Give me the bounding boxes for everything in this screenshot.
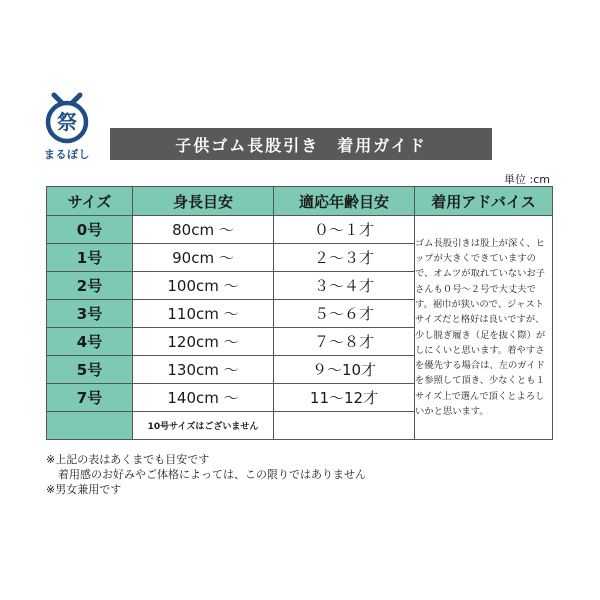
- header-size: サイズ: [47, 187, 133, 216]
- brand-logo: [36, 92, 98, 170]
- age-cell: ９〜10才: [274, 356, 415, 384]
- size-cell: 5号: [47, 356, 133, 384]
- size-cell: 3号: [47, 300, 133, 328]
- festival-emblem-icon: [42, 92, 92, 144]
- table-header-row: [47, 187, 553, 216]
- height-cell: 140cm 〜: [133, 384, 274, 412]
- empty-age-cell: [274, 412, 415, 440]
- height-cell: 80cm 〜: [133, 216, 274, 244]
- unit-label: 単位 :cm: [504, 173, 550, 186]
- height-cell: 100cm 〜: [133, 272, 274, 300]
- header-advice: 着用アドバイス: [415, 187, 553, 216]
- height-cell: 120cm 〜: [133, 328, 274, 356]
- age-cell: ２〜３才: [274, 244, 415, 272]
- footnotes: [46, 452, 366, 497]
- size-cell: 4号: [47, 328, 133, 356]
- brand-name: まるぼし: [44, 148, 90, 161]
- age-cell: ７〜８才: [274, 328, 415, 356]
- size-cell: 2号: [47, 272, 133, 300]
- height-cell: 90cm 〜: [133, 244, 274, 272]
- table-row: [47, 216, 553, 244]
- header-height: 身長目安: [133, 187, 274, 216]
- advice-text: ゴム長股引きは股上が深く、ヒップが大きくできていますので、オムツが取れていないお子さんも０号〜２号で大丈夫です。裾巾が狭いので、ジャストサイズだと格好は良いですが、少し脱ぎ履き（足を抜く際）がしにくいと思います。着やすさを優先する場合は、左のガイドを参照して頂き、少なくとも１サイズ上で選んで頂くとよろしいかと思います。: [415, 216, 553, 440]
- size-cell: 7号: [47, 384, 133, 412]
- emblem-char: 祭: [57, 110, 77, 134]
- footnote: ※上記の表はあくまでも目安です: [46, 453, 210, 466]
- footnote: 着用感のお好みやご体格によっては、この限りではありません: [58, 468, 366, 481]
- no-size-note: 10号サイズはございません: [133, 412, 274, 440]
- empty-size-cell: [47, 412, 133, 440]
- size-cell: 1号: [47, 244, 133, 272]
- footnote: ※男女兼用です: [46, 483, 122, 496]
- size-guide-table: [46, 186, 553, 440]
- header-age: 適応年齢目安: [274, 187, 415, 216]
- age-cell: ０〜１才: [274, 216, 415, 244]
- height-cell: 110cm 〜: [133, 300, 274, 328]
- age-cell: ３〜４才: [274, 272, 415, 300]
- page-title: 子供ゴム長股引き 着用ガイド: [110, 128, 492, 160]
- size-cell: 0号: [47, 216, 133, 244]
- height-cell: 130cm 〜: [133, 356, 274, 384]
- age-cell: ５〜６才: [274, 300, 415, 328]
- age-cell: 11〜12才: [274, 384, 415, 412]
